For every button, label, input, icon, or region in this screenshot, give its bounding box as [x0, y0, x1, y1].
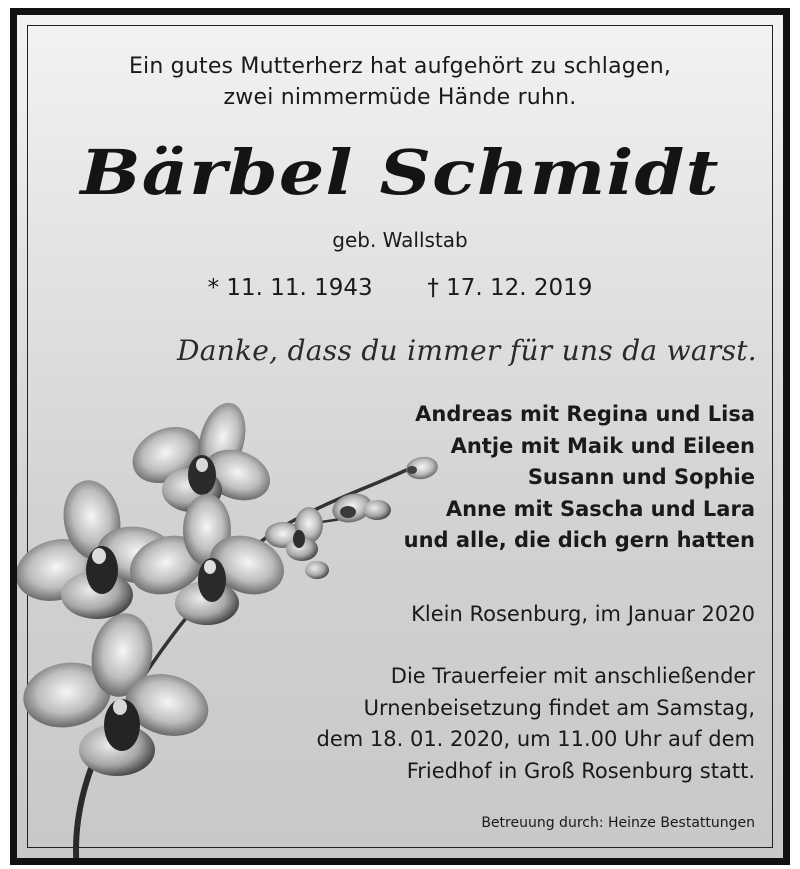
birth-date: * 11. 11. 1943 — [207, 275, 373, 301]
obituary-notice — [10, 8, 790, 865]
funeral-line: dem 18. 01. 2020, um 11.00 Uhr auf dem — [316, 727, 755, 751]
funeral-info — [317, 661, 756, 787]
funeral-line: Die Trauerfeier mit anschließender — [390, 664, 755, 688]
intro-line-2: zwei nimmermüde Hände ruhn. — [223, 85, 577, 110]
thanks-line: Danke, dass du immer für uns da warst. — [176, 334, 757, 367]
undertaker-credit: Betreuung durch: Heinze Bestattungen — [481, 815, 755, 831]
mourners-list — [404, 399, 755, 557]
life-dates — [17, 273, 783, 303]
orchid-bud — [305, 561, 329, 579]
place-date: Klein Rosenburg, im Januar 2020 — [411, 602, 755, 626]
mourner-line: Anne mit Sascha und Lara — [445, 496, 755, 521]
maiden-name: geb. Wallstab — [332, 228, 468, 252]
orchid-flower-top — [123, 400, 277, 512]
funeral-line: Urnenbeisetzung findet am Samstag, — [363, 695, 755, 720]
intro-verse — [17, 51, 783, 113]
deceased-name: Bärbel Schmidt — [80, 136, 720, 209]
orchid-flower-bottom — [18, 608, 215, 776]
intro-line-1: Ein gutes Mutterherz hat aufgehört zu schlagen, — [128, 54, 672, 79]
mourner-line: Antje mit Maik und Eileen — [450, 433, 755, 458]
funeral-line: Friedhof in Groß Rosenburg statt. — [406, 758, 755, 783]
mourner-line: und alle, die dich gern hatten — [403, 528, 755, 552]
orchid-bud — [363, 500, 391, 520]
death-date: † 17. 12. 2019 — [427, 275, 593, 301]
mourner-line: Susann und Sophie — [527, 465, 755, 489]
orchid-branch-image — [17, 400, 457, 865]
mourner-line: Andreas mit Regina und Lisa — [415, 402, 755, 426]
orchid-flower-middle — [122, 494, 293, 625]
